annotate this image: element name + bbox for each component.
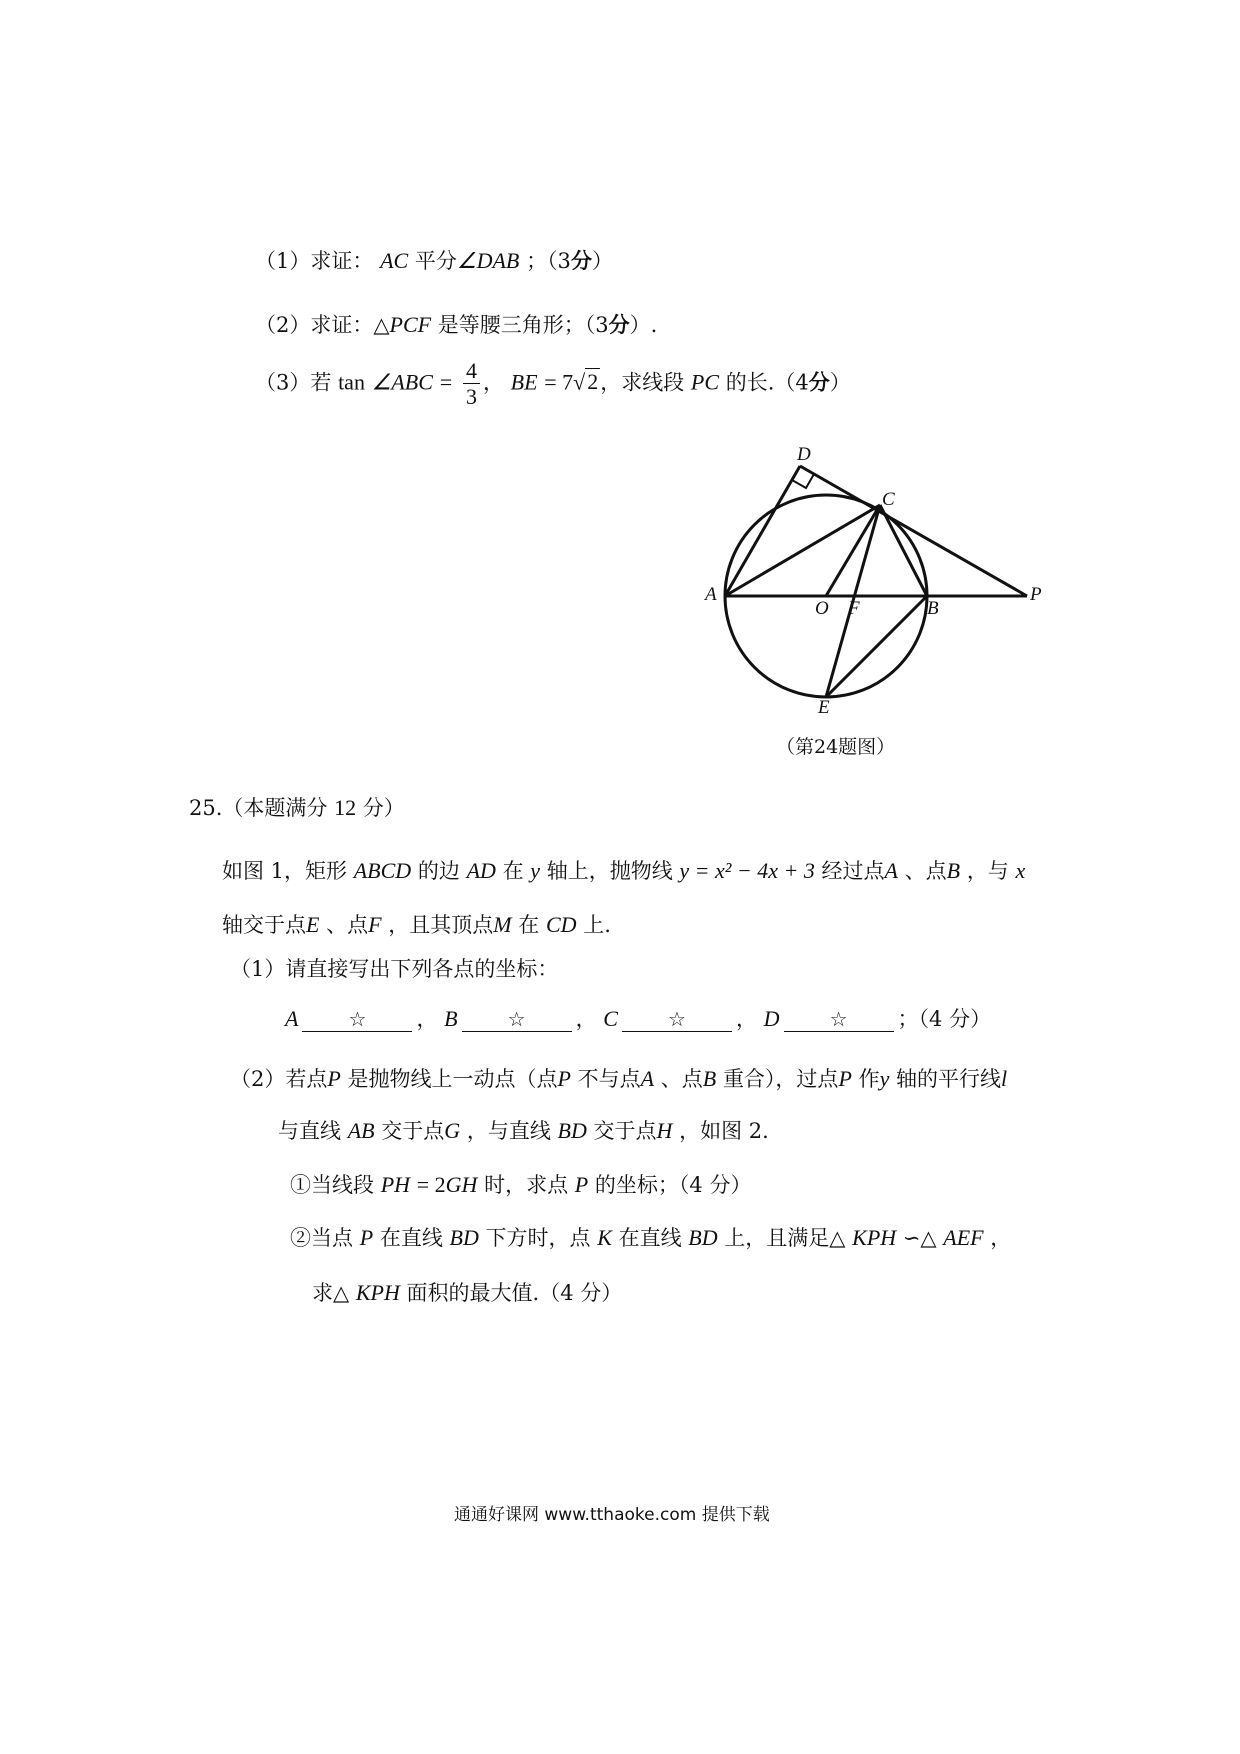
figure-caption: （第24题图）	[776, 736, 896, 758]
math: F	[368, 912, 382, 937]
q25-coords	[285, 1006, 991, 1032]
text: ②当点	[290, 1226, 353, 1250]
text: 面积的最大值.（4 分）	[406, 1281, 623, 1305]
math: PC	[690, 369, 720, 395]
math: l	[1001, 1066, 1008, 1091]
math: M	[493, 912, 512, 937]
blank-d[interactable]: ☆	[784, 1007, 894, 1032]
math: AB	[347, 1118, 375, 1143]
math: P	[359, 1225, 374, 1250]
line-ad	[725, 466, 800, 596]
text: 平分	[414, 249, 457, 273]
blank-c[interactable]: ☆	[622, 1007, 732, 1032]
text: 、点	[326, 913, 369, 937]
blank-a[interactable]: ☆	[302, 1007, 412, 1032]
text: 重合），过点	[722, 1067, 839, 1091]
math: x	[1015, 858, 1026, 883]
part-number: （1）	[255, 249, 311, 273]
text: ）	[591, 249, 613, 273]
q25-header	[189, 795, 405, 821]
math: = 2	[416, 1172, 446, 1197]
text: ，	[416, 1007, 438, 1031]
line-cb	[880, 505, 927, 596]
math: C	[603, 1006, 618, 1031]
text: 时，求点	[484, 1173, 569, 1197]
text: 求证：	[310, 249, 374, 273]
math: P	[838, 1066, 852, 1091]
radicand: 2	[587, 369, 599, 395]
text: ）	[829, 370, 851, 395]
text: 是等腰三角形；（3	[437, 313, 609, 337]
label-a: A	[705, 584, 717, 605]
math: KPH	[852, 1225, 897, 1250]
q25-intro-line1	[222, 858, 1025, 884]
text: 分	[570, 248, 592, 273]
text: ，如图 2.	[679, 1119, 769, 1143]
text: 分）	[362, 796, 405, 820]
text: 在	[502, 859, 524, 883]
text: 的边	[417, 859, 460, 883]
q25-sub2-line2	[312, 1280, 622, 1306]
math: KPH	[355, 1280, 400, 1305]
label-c: C	[882, 489, 895, 510]
text: 若	[310, 370, 332, 395]
label-d: D	[797, 444, 811, 465]
text: ①当线段	[290, 1173, 374, 1197]
math: PH	[380, 1172, 411, 1197]
score: 12	[334, 795, 357, 820]
equation: y = x² − 4x + 3	[679, 858, 815, 883]
text: 轴上，抛物线	[546, 859, 673, 883]
math: AC	[380, 248, 409, 273]
text: 求△	[312, 1281, 350, 1305]
text: 如图 1，矩形	[222, 859, 348, 883]
q25-intro-line2	[222, 912, 611, 938]
math: B	[946, 858, 961, 883]
q25-part2-line1	[230, 1066, 1007, 1092]
text: 轴交于点	[222, 913, 306, 937]
page-footer: 通通好课网 www.tthaoke.com 提供下载	[454, 1505, 770, 1525]
math: P	[557, 1066, 571, 1091]
part-number: （3）	[255, 370, 311, 395]
text: ，	[990, 1226, 1012, 1250]
text: 轴的平行线	[896, 1067, 1002, 1091]
text: 、点	[660, 1067, 703, 1091]
text: 25.（本题满分	[189, 796, 328, 820]
math: ∠ABC =	[371, 369, 454, 395]
math: D	[763, 1006, 780, 1031]
math: PCF	[389, 312, 432, 337]
text: ；（3	[526, 249, 571, 273]
text: 分	[808, 369, 830, 395]
math: ABCD	[353, 858, 412, 883]
text: ，	[482, 370, 504, 395]
text: ，求线段	[600, 370, 685, 395]
math: y	[879, 1066, 890, 1091]
math: H	[656, 1118, 673, 1143]
math: BD	[449, 1225, 479, 1250]
text: 不与点	[577, 1067, 641, 1091]
text: ，与直线	[466, 1119, 551, 1143]
text: 经过点	[821, 859, 885, 883]
q25-part2-line2	[278, 1118, 769, 1144]
math: B	[702, 1066, 717, 1091]
label-b: B	[927, 598, 939, 619]
q25-sub1	[290, 1172, 751, 1198]
numerator: 4	[463, 358, 480, 384]
math: CD	[545, 912, 577, 937]
math: P	[327, 1066, 341, 1091]
math: G	[444, 1118, 461, 1143]
label-f: F	[848, 598, 860, 619]
text: ，且其顶点	[388, 913, 494, 937]
math: ∠DAB	[456, 248, 520, 273]
q25-sub2	[290, 1225, 1011, 1251]
math: K	[597, 1225, 612, 1250]
math: P	[574, 1172, 589, 1197]
math: A	[285, 1006, 299, 1031]
text: 分	[608, 312, 630, 337]
math: A	[640, 1066, 655, 1091]
square-root: √2	[573, 369, 599, 395]
text: 与直线	[278, 1119, 341, 1143]
line-oc	[826, 505, 880, 596]
math: BE	[510, 369, 538, 395]
denominator: 3	[465, 384, 477, 410]
text: 、点	[904, 859, 947, 883]
math: AD	[466, 858, 496, 883]
text: 在	[518, 913, 540, 937]
text: ，	[575, 1007, 597, 1031]
math: AEF	[943, 1225, 984, 1250]
text: 作	[858, 1067, 880, 1091]
math: E	[306, 912, 320, 937]
math: B	[444, 1006, 458, 1031]
text: （2）若点	[230, 1067, 328, 1091]
text: 求证：△	[310, 313, 390, 337]
math: = 7	[544, 369, 574, 395]
text: ，与	[966, 859, 1009, 883]
label-o: O	[815, 598, 829, 619]
text: 在直线	[379, 1226, 443, 1250]
text: 上.	[583, 913, 611, 937]
text: 上，且满足△	[724, 1226, 846, 1250]
text: ，	[735, 1007, 757, 1031]
math: GH	[445, 1172, 478, 1197]
text: 下方时，点	[485, 1226, 591, 1250]
text: 的长.（4	[725, 370, 809, 395]
text: 的坐标；（4 分）	[594, 1173, 752, 1197]
math: y	[530, 858, 541, 883]
similar-symbol: ∽△	[902, 1226, 937, 1250]
blank-b[interactable]: ☆	[462, 1007, 572, 1032]
text: ；（4 分）	[897, 1007, 992, 1031]
label-p: P	[1030, 584, 1042, 605]
math: BD	[688, 1225, 718, 1250]
text: 交于点	[593, 1119, 657, 1143]
math: A	[884, 858, 898, 883]
math: tan	[338, 369, 365, 395]
q25-part1: （1）请直接写出下列各点的坐标：	[230, 957, 559, 981]
text: ）.	[629, 313, 658, 337]
text: 是抛物线上一动点（点	[347, 1067, 558, 1091]
math: BD	[557, 1118, 587, 1143]
part-number: （2）	[255, 313, 311, 337]
text: 交于点	[381, 1119, 445, 1143]
text: 在直线	[618, 1226, 682, 1250]
label-e: E	[818, 697, 830, 718]
